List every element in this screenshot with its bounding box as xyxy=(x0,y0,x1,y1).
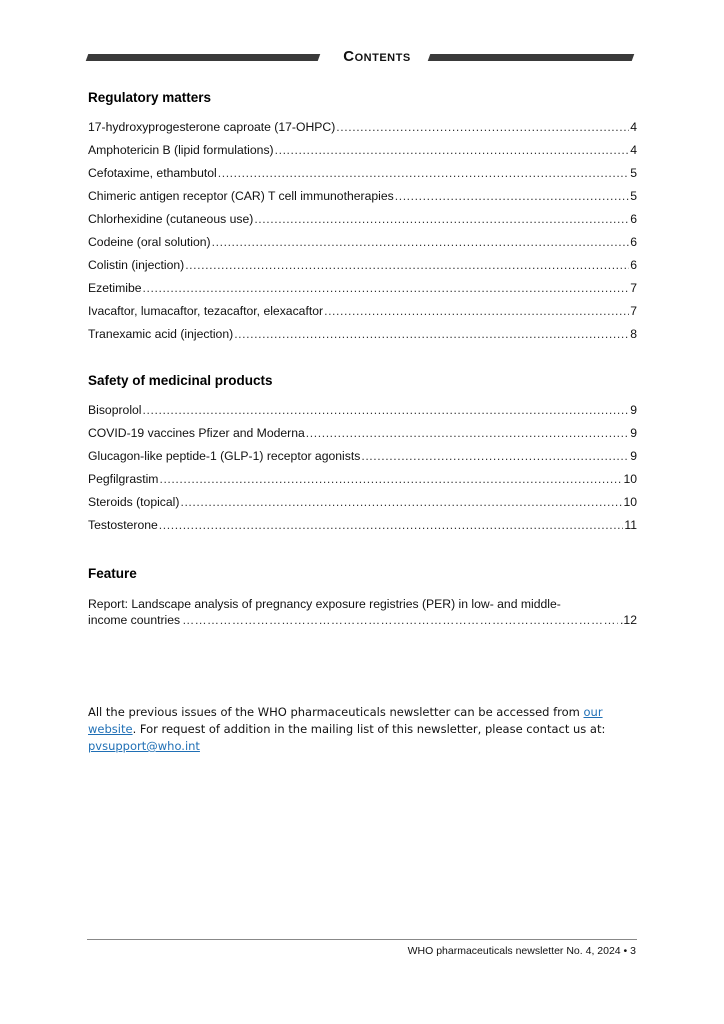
dot-leader xyxy=(254,211,629,227)
toc-entry-label: Chlorhexidine (cutaneous use) xyxy=(88,212,254,226)
dot-leader xyxy=(361,448,629,464)
toc-entry-page: 9 xyxy=(630,403,637,417)
our-website-link[interactable]: our website xyxy=(88,705,603,736)
toc-entry-label: Tranexamic acid (injection) xyxy=(88,327,234,341)
footer-page-info: WHO pharmaceuticals newsletter No. 4, 2024 • 3 xyxy=(407,945,636,957)
dot-leader xyxy=(143,280,630,296)
toc-entry[interactable] xyxy=(88,448,637,471)
header-bar-right xyxy=(428,54,635,61)
toc-entry[interactable] xyxy=(88,142,637,165)
dot-leader xyxy=(234,326,629,342)
toc-list xyxy=(88,119,637,349)
toc-entry-label: Colistin (injection) xyxy=(88,258,185,272)
dot-leader xyxy=(185,257,629,273)
feature-item-line1: Report: Landscape analysis of pregnancy exposure registries (PER) in low- and middle- xyxy=(88,597,561,611)
toc-entry-page: 6 xyxy=(630,212,637,226)
footer-divider xyxy=(87,939,637,940)
toc-entry-page: 5 xyxy=(630,189,637,203)
feature-item[interactable] xyxy=(88,596,637,628)
toc-entry-label: Pegfilgrastim xyxy=(88,472,159,486)
contents-header xyxy=(87,50,634,64)
toc-entry-page: 4 xyxy=(630,120,637,134)
notice-text-middle: . For request of addition in the mailing list of this newsletter, please contact us at: xyxy=(132,722,606,736)
header-bar-left xyxy=(86,54,321,61)
dot-leader xyxy=(212,234,630,250)
section-heading: Feature xyxy=(88,566,137,581)
toc-entry-label: Steroids (topical) xyxy=(88,495,180,509)
feature-item-line2: income countries xyxy=(88,613,181,627)
toc-entry[interactable] xyxy=(88,326,637,349)
section-heading: Safety of medicinal products xyxy=(88,373,273,388)
toc-entry-page: 10 xyxy=(623,472,637,486)
toc-entry[interactable] xyxy=(88,517,637,540)
section-feature xyxy=(88,566,637,628)
notice-text-before: All the previous issues of the WHO pharmaceuticals newsletter can be accessed from xyxy=(88,705,584,719)
toc-entry-page: 7 xyxy=(630,281,637,295)
toc-entry-page: 9 xyxy=(630,449,637,463)
toc-entry-label: Bisoprolol xyxy=(88,403,142,417)
page-title: Contents xyxy=(343,48,411,65)
dot-leader xyxy=(159,471,622,487)
toc-entry-page: 6 xyxy=(630,235,637,249)
toc-entry-page: 9 xyxy=(630,426,637,440)
toc-entry[interactable] xyxy=(88,211,637,234)
section-safety-of-medicinal-products xyxy=(88,373,637,540)
toc-entry-page: 7 xyxy=(630,304,637,318)
toc-entry[interactable] xyxy=(88,303,637,326)
toc-entry-page: 11 xyxy=(624,518,637,532)
dot-leader xyxy=(306,425,629,441)
toc-entry[interactable] xyxy=(88,119,637,142)
toc-entry-label: Cefotaxime, ethambutol xyxy=(88,166,217,180)
toc-entry[interactable] xyxy=(88,188,637,211)
toc-entry-label: Testosterone xyxy=(88,518,158,532)
toc-list xyxy=(88,402,637,540)
toc-entry[interactable] xyxy=(88,425,637,448)
toc-entry[interactable] xyxy=(88,471,637,494)
dot-leader xyxy=(182,612,618,628)
email-link[interactable]: pvsupport@who.int xyxy=(88,739,200,753)
dot-leader xyxy=(218,165,630,181)
toc-entry[interactable] xyxy=(88,165,637,188)
toc-entry-label: Amphotericin B (lipid formulations) xyxy=(88,143,274,157)
toc-entry-label: Glucagon-like peptide-1 (GLP-1) receptor agonists xyxy=(88,449,361,463)
dot-leader xyxy=(324,303,629,319)
toc-entry[interactable] xyxy=(88,234,637,257)
toc-entry-page: 6 xyxy=(630,258,637,272)
toc-entry-page: 10 xyxy=(623,495,637,509)
toc-entry-label: Ezetimibe xyxy=(88,281,142,295)
dot-leader xyxy=(275,142,630,158)
dot-leader xyxy=(143,402,630,418)
toc-entry[interactable] xyxy=(88,280,637,303)
section-regulatory-matters xyxy=(88,90,637,349)
dot-leader xyxy=(395,188,630,204)
toc-entry-page: 8 xyxy=(630,327,637,341)
dot-leader xyxy=(180,494,622,510)
toc-entry[interactable] xyxy=(88,402,637,425)
toc-entry[interactable] xyxy=(88,494,637,517)
toc-entry-label: COVID-19 vaccines Pfizer and Moderna xyxy=(88,426,305,440)
toc-entry[interactable] xyxy=(88,257,637,280)
dot-leader xyxy=(159,517,624,533)
toc-entry-page: 5 xyxy=(630,166,637,180)
toc-entry-label: Ivacaftor, lumacaftor, tezacaftor, elexacaftor xyxy=(88,304,324,318)
toc-entry-label: Codeine (oral solution) xyxy=(88,235,211,249)
toc-entry-label: 17-hydroxyprogesterone caproate (17-OHPC) xyxy=(88,120,336,134)
feature-item-page: .12 xyxy=(620,613,637,627)
dot-leader xyxy=(336,119,629,135)
section-heading: Regulatory matters xyxy=(88,90,212,105)
toc-entry-page: 4 xyxy=(630,143,637,157)
archive-notice xyxy=(88,704,638,755)
toc-entry-label: Chimeric antigen receptor (CAR) T cell immunotherapies xyxy=(88,189,394,203)
